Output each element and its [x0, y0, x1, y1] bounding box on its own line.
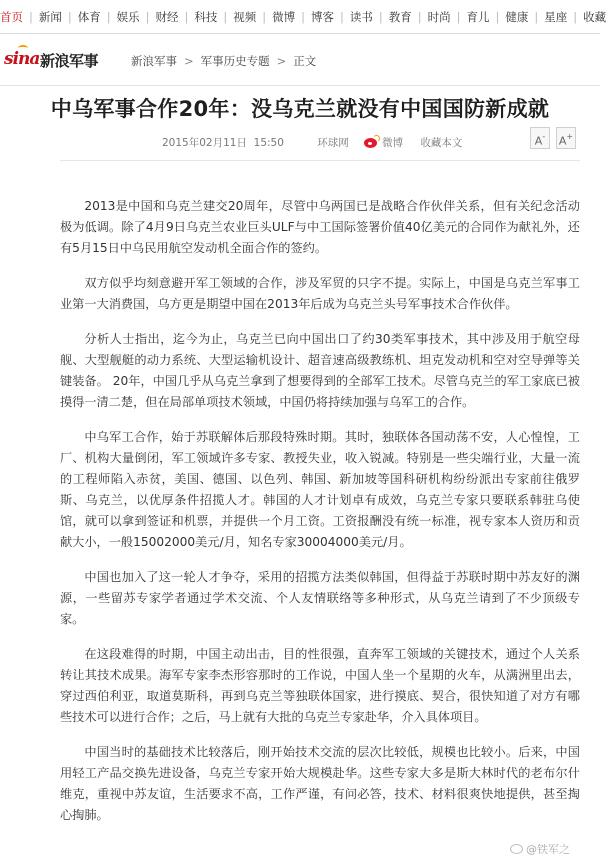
publish-time: 15:50: [253, 137, 284, 149]
nav-separator: |: [378, 10, 383, 24]
logo-channel-name: 新浪军事: [40, 52, 99, 70]
sina-military-logo[interactable]: [4, 47, 108, 75]
weibo-watermark: [510, 841, 570, 857]
nav-item[interactable]: 时尚: [427, 10, 451, 24]
site-header: [0, 35, 600, 85]
article-paragraph: 中乌军工合作，始于苏联解体后那段特殊时期。其时，独联体各国动荡不安，人心惶惶，工厂、机构大量倒闭，军工领域许多专家、教授失业，收入锐减。特别是一些尖端行业，大量一流的工程师陷入赤贫，美国、德国、以色列、韩国、新加坡等国科研机构纷纷派出专家前往俄罗斯、乌克兰，以优厚条件招揽人才。韩国的人才计划卓有成效，乌克兰专家只要联系韩驻乌使馆，就可以拿到签证和机票，并提供一个月工资。工资报酬没有统一标准，视专家本人资历和贡献大小，一般15002000美元/月，知名专家30004000美元/月。: [60, 430, 580, 549]
nav-item[interactable]: 教育: [388, 10, 412, 24]
sina-logo-mark: sina: [4, 49, 40, 69]
article-source[interactable]: 环球网: [317, 137, 349, 149]
nav-separator: |: [67, 10, 72, 24]
nav-item[interactable]: 读书: [349, 10, 373, 24]
nav-separator: |: [534, 10, 539, 24]
weibo-link[interactable]: [364, 135, 403, 150]
breadcrumb-sep: >: [276, 54, 287, 68]
nav-separator: |: [573, 10, 578, 24]
publish-date: 2015年02月11日: [162, 137, 247, 149]
nav-item[interactable]: 新闻: [38, 10, 62, 24]
nav-item[interactable]: 健康: [505, 10, 529, 24]
weibo-icon: [364, 135, 380, 148]
nav-separator: |: [456, 10, 461, 24]
weibo-label: 微博: [382, 137, 404, 149]
breadcrumb-sep: >: [184, 54, 194, 68]
nav-item[interactable]: 娱乐: [116, 10, 140, 24]
article-title: 中乌军事合作20年：没乌克兰就没有中国国防新成就: [50, 97, 550, 121]
article-meta: [162, 135, 462, 150]
article-paragraph: 中国当时的基础技术比较落后，刚开始技术交流的层次比较低，规模也比较小。后来，中国用轻工产品交换先进设备，乌克兰专家开始大规模赴华。这些专家大多是斯大林时代的老布尔什维克，重视中苏友谊，生活要求不高，工作严谨，有问必答，技术、材料很爽快地提供，甚至掏心掏肺。: [60, 745, 580, 822]
font-decrease-button[interactable]: [530, 127, 550, 149]
article-paragraph: 中国也加入了这一轮人才争夺，采用的招揽方法类似韩国，但得益于苏联时期中苏友好的渊源，一些留苏专家学者通过学术交流、个人友情联络等多种形式，从乌克兰请到了不少顶级专家。: [60, 570, 580, 626]
breadcrumb: [131, 53, 316, 69]
font-increase-glyph: A: [558, 134, 567, 148]
top-nav: [0, 0, 606, 34]
top-nav-list: [0, 9, 606, 25]
breadcrumb-item-home[interactable]: 新浪军事: [131, 54, 177, 68]
collect-article-link[interactable]: 收藏本文: [420, 137, 463, 149]
nav-item[interactable]: 体育: [77, 10, 101, 24]
sina-eye-icon: [18, 45, 28, 51]
header-divider: [0, 85, 600, 86]
nav-item[interactable]: 微博: [272, 10, 296, 24]
nav-item[interactable]: 视频: [233, 10, 257, 24]
watermark-text: @铁军之: [526, 843, 570, 856]
title-divider: [60, 160, 580, 161]
nav-separator: |: [495, 10, 500, 24]
nav-separator: |: [184, 10, 189, 24]
nav-separator: |: [340, 10, 344, 24]
nav-item[interactable]: 博客: [311, 10, 334, 24]
font-decrease-glyph: A: [534, 134, 543, 148]
font-decrease-mark: -: [542, 132, 546, 141]
nav-item[interactable]: 科技: [194, 10, 218, 24]
nav-separator: |: [301, 10, 305, 24]
nav-separator: |: [145, 10, 150, 24]
nav-separator: |: [29, 10, 33, 24]
font-increase-mark: +: [566, 132, 574, 141]
font-increase-button[interactable]: [556, 127, 576, 149]
nav-separator: |: [262, 10, 267, 24]
article-paragraph: 分析人士指出，迄今为止，乌克兰已向中国出口了约30类军事技术，其中涉及用于航空母舰、大型舰艇的动力系统、大型运输机设计、超音速高级教练机、坦克发动机和空对空导弹等关键装备。 20年，中国几乎从乌克兰拿到了想要得到的全部军工技术。尽管乌克兰的军工家底已被摸得一清二楚，但在局部单项技术领域，中国仍将持续加强与乌军工的合作。: [60, 332, 580, 409]
nav-item[interactable]: 收藏: [583, 10, 606, 24]
weibo-watermark-icon: [510, 844, 523, 854]
nav-separator: |: [223, 10, 228, 24]
breadcrumb-item-current: 正文: [293, 54, 317, 68]
breadcrumb-item-topic[interactable]: 军事历史专题: [200, 54, 270, 68]
article-paragraph: 2013是中国和乌克兰建交20周年，尽管中乌两国已是战略合作伙伴关系，但有关纪念活动极为低调。除了4月9日乌克兰农业巨头ULF与中工国际签署价值40亿美元的合同作为献礼外，还有5月15日中乌民用航空发动机全面合作的签约。: [60, 199, 580, 255]
nav-separator: |: [417, 10, 422, 24]
nav-item[interactable]: 首页: [0, 10, 23, 24]
nav-item[interactable]: 育儿: [466, 10, 490, 24]
article-paragraph: 双方似乎均刻意避开军工领域的合作，涉及军贸的只字不提。实际上，中国是乌克兰军事工业第一大消费国，乌方更是期望中国在2013年后成为乌克兰头号军事技术合作伙伴。: [60, 276, 580, 311]
article-body: [60, 196, 580, 840]
nav-separator: |: [106, 10, 111, 24]
nav-item[interactable]: 财经: [155, 10, 179, 24]
article-paragraph: 在这段难得的时期，中国主动出击，目的性很强，直奔军工领域的关键技术，通过个人关系转让其技术成果。海军专家李杰形容那时的工作说，中国人坐一个星期的火车，从满洲里出去，穿过西伯利亚，取道莫斯科，再到乌克兰等独联体国家，进行摸底、契合，很快知道了对方有哪些技术可以进行合作；之后，马上就有大批的乌克兰专家赴华，介入具体项目。: [60, 647, 580, 724]
nav-item[interactable]: 星座: [544, 10, 568, 24]
